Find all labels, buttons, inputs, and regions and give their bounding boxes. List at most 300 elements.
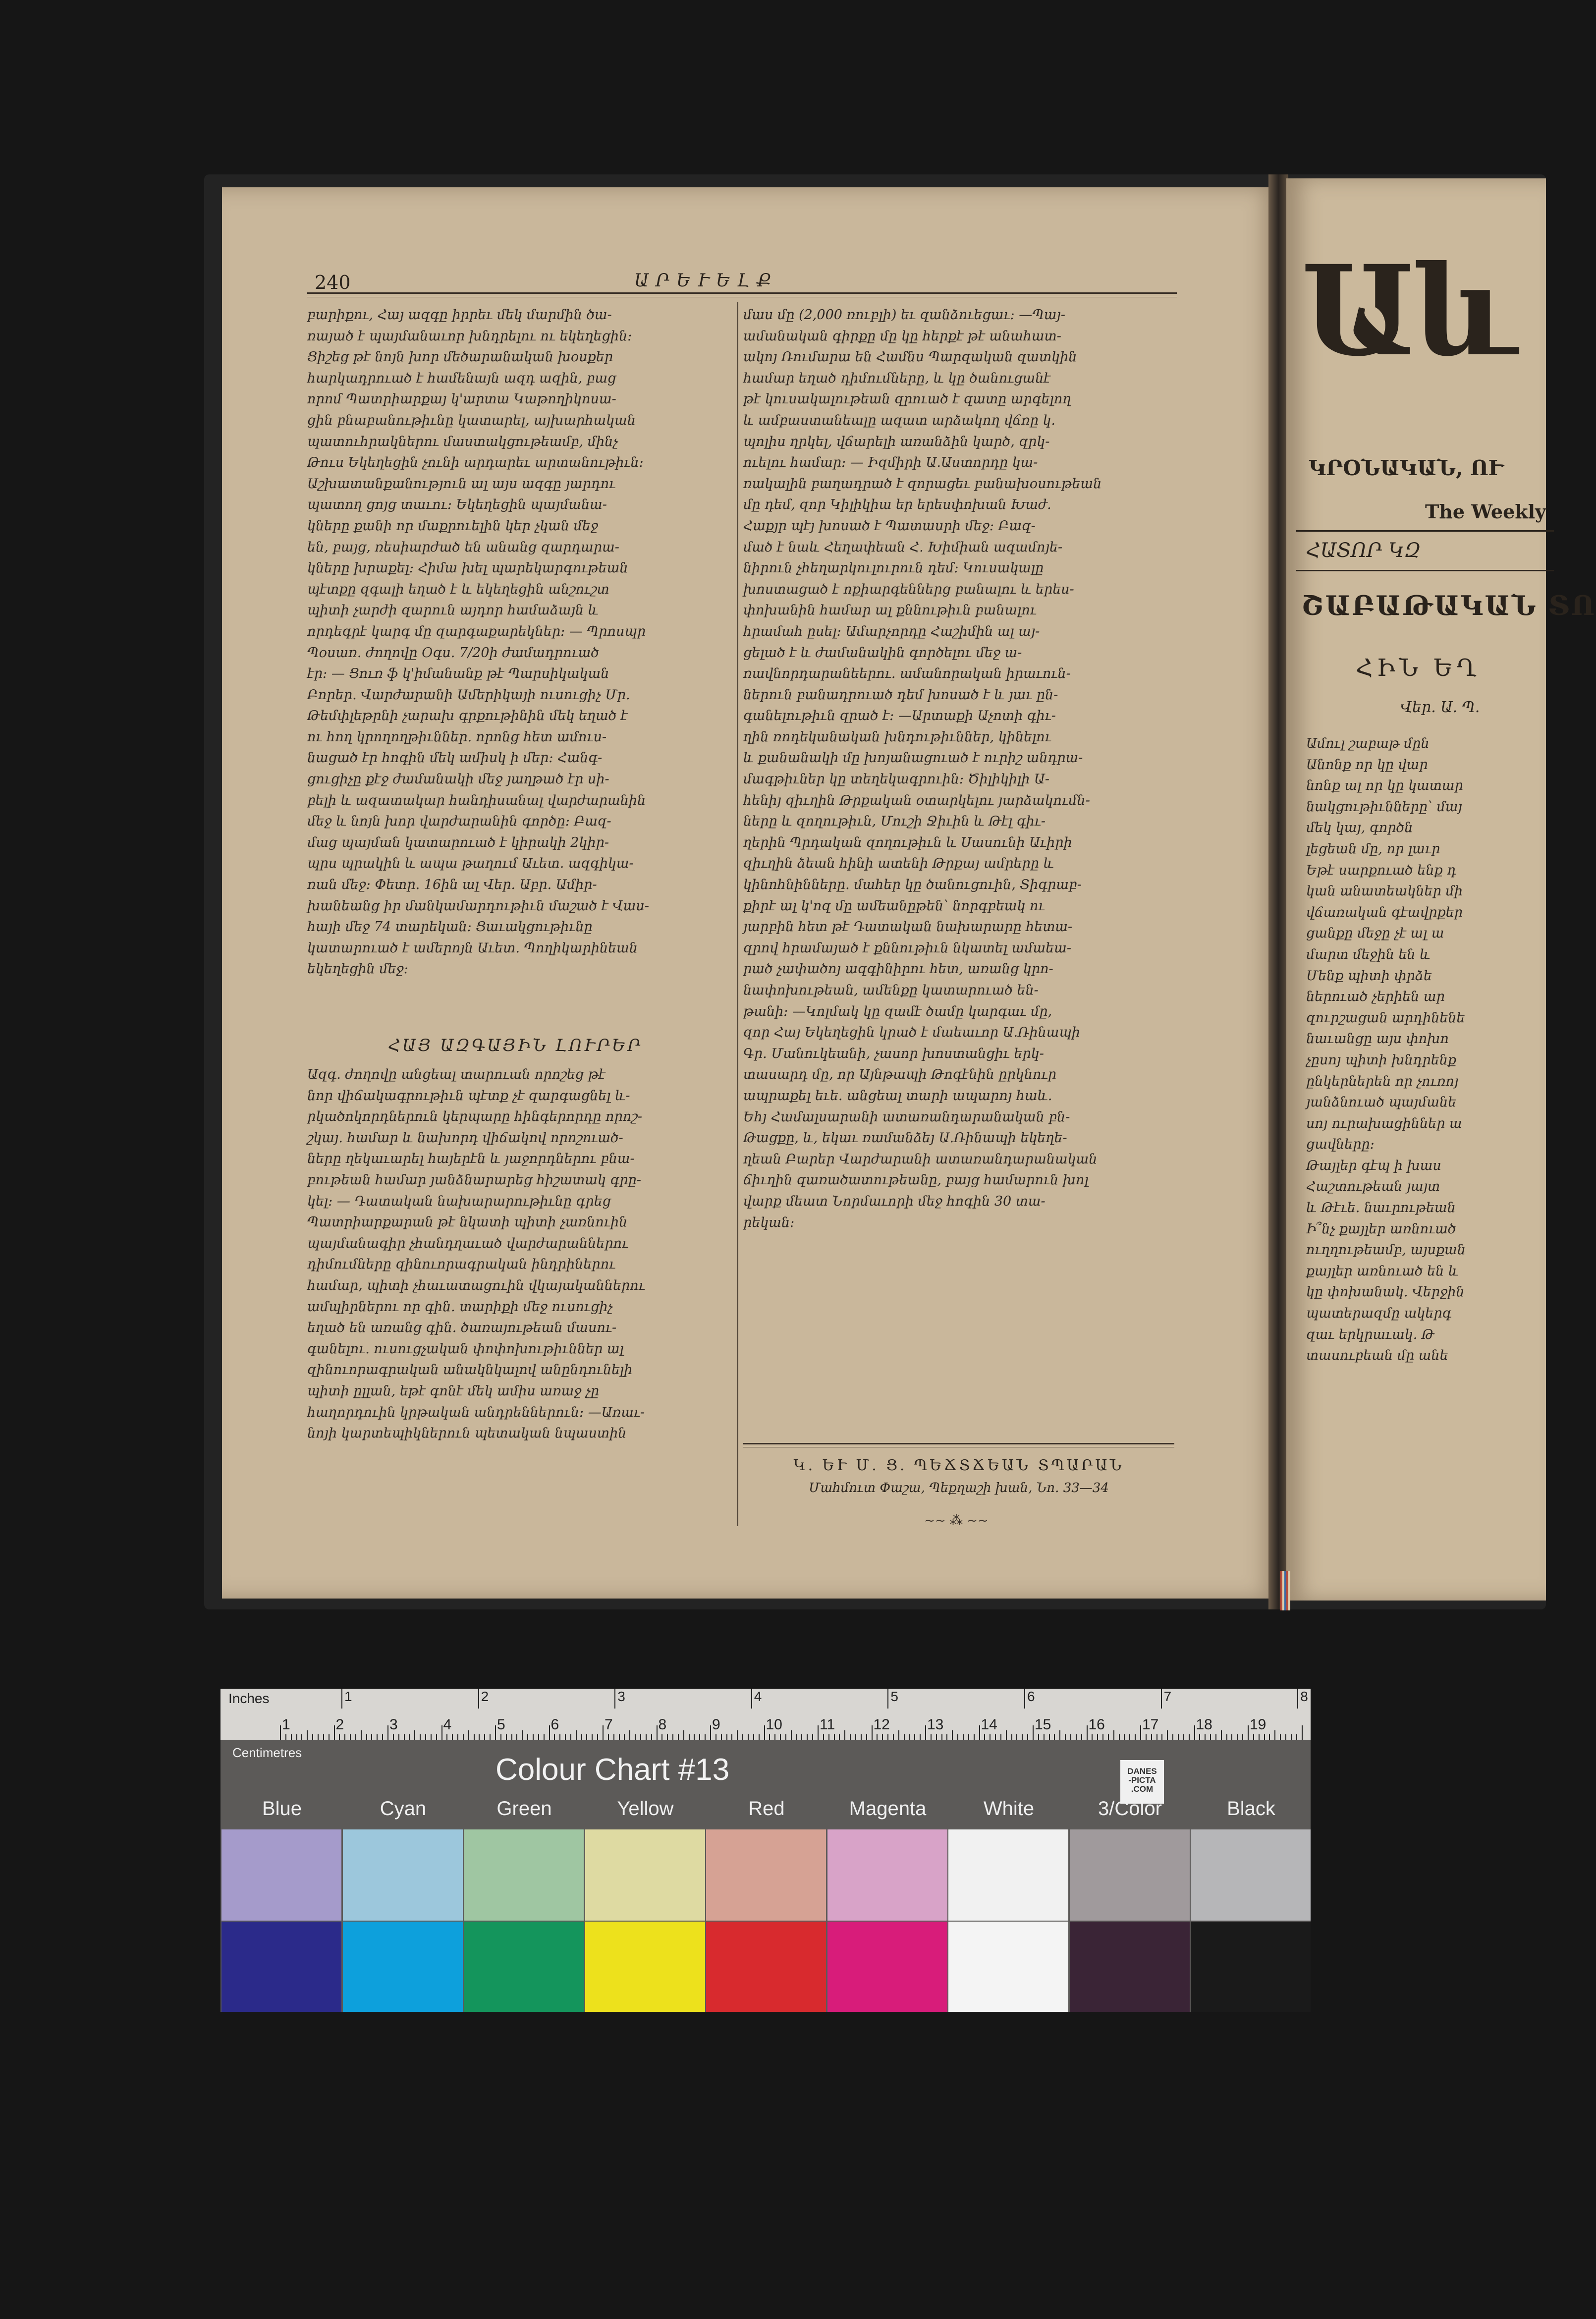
ruler-tick: [1259, 1734, 1260, 1740]
text-line: նափոխութեան, ամենքը կատարուած են-: [743, 983, 1039, 998]
inch-number: 3: [617, 1689, 625, 1704]
text-line: զիւղին ձեան հինի ատենի Թրքայ ամրերը և: [743, 856, 1054, 872]
text-line: դիմումները զինուորագրական ինդրիներու: [307, 1257, 616, 1272]
ruler-tick: [1065, 1734, 1066, 1740]
ruler-tick: [334, 1725, 335, 1740]
ruler-tick: [592, 1734, 593, 1740]
ruler-tick: [597, 1734, 598, 1740]
ruler-tick: [280, 1725, 281, 1740]
ruler-tick: [839, 1734, 840, 1740]
ruler-tick: [1215, 1734, 1216, 1740]
colour-chart-title: Colour Chart #13: [495, 1753, 730, 1787]
ruler-tick: [1129, 1734, 1130, 1740]
text-line: կները խրաքել։ Հիմա խել պարեկարգութեան: [307, 560, 628, 576]
ruler-tick: [366, 1734, 367, 1740]
text-line: նոր վիճակագրութիւն պէտք չէ զարգացնել և-: [307, 1088, 630, 1104]
colour-swatch-top: [706, 1829, 826, 1921]
ruler-tick: [613, 1734, 614, 1740]
text-line: մաս մը (2,000 ռուբլի) եւ զանձուեցաւ։ —Պայ-: [743, 307, 1065, 323]
text-line: Գր. Մանուկեանի, չասոր խոստանցիւ երկ-: [743, 1046, 1044, 1061]
text-line: ուելու համար։ — Իզմիրի Ա.Աստորդը կա-: [743, 455, 1038, 471]
ruler-tick: [296, 1734, 297, 1740]
ruler-tick: [511, 1734, 512, 1740]
text-line: մաց պայման կատարուած է կիրակի 2կիր-: [307, 834, 609, 850]
inch-tick: [751, 1689, 752, 1709]
ruler-tick: [301, 1734, 302, 1740]
ruler-tick: [549, 1725, 550, 1740]
ruler-tick: [807, 1734, 808, 1740]
ruler-tick: [1296, 1734, 1297, 1740]
cm-number: 9: [712, 1716, 720, 1733]
ruler-tick: [823, 1734, 824, 1740]
ruler-tick: [468, 1730, 469, 1740]
book-gutter: [1268, 174, 1288, 1609]
cm-number: 18: [1196, 1716, 1212, 1733]
ruler-tick: [495, 1725, 496, 1740]
ruler-tick: [1302, 1725, 1303, 1740]
text-line: ապրաքել եւե. անցեալ տարի ապարոյ հաև.: [743, 1088, 1052, 1104]
text-line: պայմանագիր չհանդղաւած վարժարաններու: [307, 1235, 629, 1251]
ruler-tick: [420, 1734, 421, 1740]
ruler-tick: [979, 1725, 980, 1740]
ruler-tick: [1274, 1730, 1275, 1740]
colour-swatch-top: [464, 1829, 584, 1921]
ruler-tick: [742, 1734, 743, 1740]
ruler-tick: [307, 1730, 308, 1740]
ruler-tick: [769, 1734, 770, 1740]
ruler-tick: [431, 1734, 432, 1740]
text-line: հենիյ զիւղին Թրքական օտարկելու յարձակումն-: [743, 792, 1090, 808]
inch-number: 1: [344, 1689, 352, 1704]
text-line: ռայած է պայմանաւոր խնդրելու ու եկեղեցին։: [307, 328, 632, 344]
ruler-tick: [559, 1734, 560, 1740]
cm-number: 13: [927, 1716, 944, 1733]
ruler-tick: [920, 1734, 921, 1740]
ruler-tick: [699, 1734, 700, 1740]
ruler-tick: [603, 1725, 604, 1740]
text-line: մեկ կայ, գործն: [1306, 820, 1413, 836]
text-line: Եհյ Համալսարանի ատառանդարանական բն-: [743, 1109, 1070, 1125]
text-line: կատարուած է ամերոյն Աւետ. Պողիկարինեան: [307, 940, 638, 956]
text-line: րկածոկորդներուն կերպարը հինգերորդը որոշ-: [307, 1109, 642, 1125]
ruler-tick: [1087, 1725, 1088, 1740]
text-line: կան անատեակներ մի: [1306, 883, 1463, 899]
ruler-tick: [608, 1734, 609, 1740]
ruler-tick: [1092, 1734, 1093, 1740]
volume-rule: [1296, 570, 1554, 571]
text-line: նակցութիւնները՝ մայ: [1306, 799, 1462, 815]
text-line: Ի՞նչ քայլեր առնուած: [1306, 1221, 1456, 1237]
ruler-tick: [516, 1734, 517, 1740]
text-line: պիտի չարժի զարուն այդոր համաձայն և: [307, 603, 599, 618]
ruler-tick: [1226, 1734, 1227, 1740]
ruler-tick: [818, 1725, 819, 1740]
text-line: Անոնք որ կը վար: [1306, 757, 1428, 773]
text-line: Թեմփլեթրնի չարախ գրքութինին մեկ եղած է: [307, 708, 628, 724]
ruler-tick: [1161, 1734, 1162, 1740]
colour-swatch-top: [343, 1829, 463, 1921]
ruler-tick: [1183, 1734, 1184, 1740]
text-line: ամանական գիրքը մը կը հերքէ թէ անահատ-: [743, 328, 1061, 344]
cm-number: 15: [1035, 1716, 1051, 1733]
ruler-tick: [1119, 1734, 1120, 1740]
text-line: մեջ և նոյն խոր վարժարանին գործը։ Բազ-: [307, 814, 611, 829]
swatch-label: Black: [1227, 1798, 1275, 1820]
ruler-tick: [893, 1734, 894, 1740]
text-line: Թայլեր գէպ ի խաս: [1306, 1158, 1441, 1173]
text-line: զոր Հայ Եկեղեցին կրած է մաեաւոր Ա.Ռինապի: [743, 1025, 1080, 1041]
ruler-tick: [946, 1734, 947, 1740]
article-heading: ՇԱԲԱԹԱԿԱՆ ՏՈ: [1301, 590, 1596, 621]
page-edge-marbling: [1280, 1571, 1290, 1610]
header-rule: [307, 292, 1177, 297]
ruler-tick: [1000, 1734, 1001, 1740]
colour-chart: [220, 1689, 1311, 2012]
ruler-tick: [581, 1734, 582, 1740]
right-page: [1286, 178, 1596, 1601]
text-line: էր։ — Ցուռ ֆ կ'իմանանք թէ Պարսիկական: [307, 666, 609, 682]
ruler-tick: [361, 1730, 362, 1740]
ruler-tick: [1081, 1734, 1082, 1740]
text-line: Պօսառ. ժողովը Օգս. 7/20ի ժամադրուած: [307, 645, 599, 661]
danes-picta-logo: DANES -PICTA .COM: [1120, 1760, 1164, 1804]
ruler-tick: [479, 1734, 480, 1740]
inch-tick: [614, 1689, 615, 1709]
colour-swatch-top: [827, 1829, 947, 1921]
ruler-tick: [1221, 1730, 1222, 1740]
text-line: մարտ մեջին են և: [1306, 946, 1431, 962]
text-line: բարիքու, Հայ ազգը իրրեւ մեկ մարմին ծա-: [307, 307, 612, 323]
colour-swatch-bottom: [221, 1922, 341, 2012]
ruler-tick: [1108, 1734, 1109, 1740]
ruler-tick: [1016, 1734, 1017, 1740]
ruler-tick: [678, 1734, 679, 1740]
colour-swatch-top: [585, 1829, 705, 1921]
text-line: ները ղեկաւարել հայերէն և յաջորդներու բնա-: [307, 1151, 635, 1167]
ruler-tick: [371, 1734, 372, 1740]
text-line: ղին ռոդեկանական խնդութիւններ, կինելու: [743, 729, 1051, 745]
masthead-weekly: The Weekly: [1425, 500, 1546, 523]
text-line: Հաքյր պէյ խոսած է Պատասրի մեջ։ Բազ-: [743, 518, 1036, 534]
text-line: սոյ ուրախացիններ ա: [1306, 1115, 1462, 1131]
ruler-tick: [570, 1734, 571, 1740]
text-line: ռակալին բաղադրած է զորացեւ բանախօսութեան: [743, 476, 1102, 492]
masthead-title: Աև: [1301, 238, 1511, 384]
colour-swatch-bottom: [464, 1922, 584, 2012]
ruler-tick: [861, 1734, 862, 1740]
text-line: ակոյ Ռումարա են Համնս Պարզական զատկին: [743, 349, 1077, 365]
ruler-tick: [753, 1734, 754, 1740]
text-line: հայի մեջ 74 տարեկան։ Ցաւակցութիւնը: [307, 919, 593, 935]
text-line: ռավնորդարանեերու. ամանորական իրաւուն-: [743, 666, 1071, 682]
ruler-tick: [398, 1734, 399, 1740]
ruler-tick: [963, 1734, 964, 1740]
ruler-tick: [1242, 1734, 1243, 1740]
ruler-tick: [801, 1734, 802, 1740]
ruler-tick: [812, 1734, 813, 1740]
ruler-tick: [1205, 1734, 1206, 1740]
ruler-tick: [1140, 1725, 1141, 1740]
inch-tick: [1024, 1689, 1025, 1709]
ruler-tick: [968, 1734, 969, 1740]
ruler-tick: [925, 1725, 926, 1740]
ruler-tick: [941, 1734, 942, 1740]
colour-swatch-bottom: [343, 1922, 463, 2012]
ruler-tick: [844, 1730, 845, 1740]
ruler-tick: [657, 1725, 658, 1740]
ruler-tick: [527, 1734, 528, 1740]
ruler-tick: [312, 1734, 313, 1740]
cm-number: 1: [282, 1716, 290, 1733]
cm-number: 8: [658, 1716, 667, 1733]
cm-number: 2: [335, 1716, 344, 1733]
inch-tick: [1297, 1689, 1298, 1709]
text-line: որոմ Պատրիարքայ կ'արտա Կաթողիկոսա-: [307, 391, 616, 407]
text-line: զաւ երկրաւակ. Թ: [1306, 1326, 1435, 1342]
ruler-tick: [1097, 1734, 1098, 1740]
text-line: կել։ — Դատական նախարարութիւնը գրեց: [307, 1193, 611, 1209]
inch-tick: [341, 1689, 342, 1709]
ruler-tick: [463, 1734, 464, 1740]
text-line: ընկերներեն որ չուռոյ: [1306, 1073, 1459, 1089]
text-line: յարբին հետ թէ Դատական նախարարը հետա-: [743, 919, 1073, 935]
ruler-tick: [737, 1730, 738, 1740]
ruler-tick: [646, 1734, 647, 1740]
ruler-tick: [726, 1734, 727, 1740]
ruler-tick: [619, 1734, 620, 1740]
ruler-tick: [554, 1734, 555, 1740]
ruler-tick: [452, 1734, 453, 1740]
text-line: ցանքը մեջը չէ ալ ա: [1306, 926, 1444, 941]
article-subheading: ՀԻՆ ԵՂ: [1356, 654, 1481, 682]
colour-swatch-bottom: [827, 1922, 947, 2012]
end-rule: [743, 1443, 1174, 1447]
ruler-tick: [882, 1734, 883, 1740]
ruler-tick: [898, 1730, 899, 1740]
ruler-tick: [764, 1725, 765, 1740]
running-head: ԱՐԵՒԵԼՔ: [634, 271, 778, 291]
text-line: ուղղութեամբ, այսքան: [1306, 1242, 1466, 1258]
inch-tick: [1161, 1689, 1162, 1709]
ruler-tick: [872, 1725, 873, 1740]
left-column-text: [307, 305, 723, 980]
cm-number: 6: [550, 1716, 559, 1733]
ruler-tick: [914, 1734, 915, 1740]
ruler-tick: [425, 1734, 426, 1740]
text-line: քայլեր առնուած են և: [1306, 1263, 1459, 1279]
ruler-tick: [785, 1734, 786, 1740]
ruler-tick: [565, 1734, 566, 1740]
page-number: 240: [315, 272, 351, 293]
text-line: կը փոխանակ. Վերջին: [1306, 1284, 1465, 1300]
text-line: մը դեմ, զոր Կիլիկիա եր երեսփոխան Խաժ.: [743, 497, 1051, 513]
ruler-tick: [1102, 1734, 1103, 1740]
text-line: Մենք պիտի փրձե: [1306, 968, 1432, 984]
ruler-tick: [1124, 1734, 1125, 1740]
ruler-tick: [796, 1734, 797, 1740]
cm-number: 3: [389, 1716, 398, 1733]
ruler-tick: [877, 1734, 878, 1740]
ruler-tick: [731, 1734, 732, 1740]
ruler: [220, 1689, 1311, 1740]
text-line: խոստացած է ոքիարգեններց բանալու և երես-: [743, 581, 1074, 597]
text-line: մագթիւներ կը տեղեկագրուին։ Ծիլիկիլի Ա-: [743, 772, 1049, 787]
ruler-tick: [661, 1734, 662, 1740]
text-line: լեցեան մը, որ լաւր: [1306, 841, 1440, 857]
ruler-tick: [1011, 1734, 1012, 1740]
ruler-tick: [667, 1734, 668, 1740]
text-line: պիտի ըլլան, եթէ գոնէ մեկ ամիս առաջ չը: [307, 1383, 600, 1399]
text-line: նիրուն չհեղարկուլուրուն դեմ։ Կուսակալը: [743, 560, 1044, 576]
swatch-label: Green: [496, 1798, 552, 1820]
right-page-body: [1306, 733, 1564, 1367]
article-author: Վեր. Ա. Պ.: [1400, 699, 1480, 716]
ruler-tick: [1280, 1734, 1281, 1740]
ruler-tick: [409, 1734, 410, 1740]
ruler-tick: [484, 1734, 485, 1740]
ruler-tick: [436, 1734, 437, 1740]
cm-number: 17: [1142, 1716, 1159, 1733]
text-line: զուրշացան արդինենե: [1306, 1010, 1465, 1026]
ruler-tick: [544, 1734, 545, 1740]
text-line: ցին բնաբանութիւնը կատարել, այխարհական: [307, 412, 636, 428]
ruler-tick: [672, 1734, 673, 1740]
text-line: նոյի կարտեպիկներուն պետական նպաստին: [307, 1426, 627, 1441]
ruler-tick: [689, 1734, 690, 1740]
text-line: ցելած է և ժամանակին գործելու մեջ ա-: [743, 645, 1022, 661]
ruler-tick: [1049, 1734, 1050, 1740]
ruler-tick: [828, 1734, 829, 1740]
ruler-tick: [339, 1734, 340, 1740]
ruler-tick: [748, 1734, 749, 1740]
ruler-tick: [887, 1734, 888, 1740]
text-line: նոնք ալ որ կը կատար: [1306, 778, 1463, 794]
text-line: բելի և ազատակար հանդիսանալ վարժարանին: [307, 792, 646, 808]
ruler-tick: [694, 1734, 695, 1740]
ruler-tick: [1038, 1734, 1039, 1740]
ruler-tick: [640, 1734, 641, 1740]
text-line: և քանանակի մը խոյանացուած է ուրիշ անդրա-: [743, 750, 1083, 766]
swatch-label: White: [983, 1798, 1035, 1820]
ruler-tick: [1194, 1725, 1195, 1740]
text-line: և Թէւե. նաւրութեան: [1306, 1200, 1456, 1216]
inch-number: 2: [481, 1689, 489, 1704]
ruler-tick: [538, 1734, 539, 1740]
text-line: եղած են առանց գին. ծառայութեան մասու-: [307, 1320, 617, 1336]
colour-swatch-top: [948, 1829, 1068, 1921]
ruler-tick: [855, 1734, 856, 1740]
ruler-tick: [1076, 1734, 1077, 1740]
ruler-tick: [1291, 1734, 1292, 1740]
text-line: Հաշտութեան յայտ: [1306, 1179, 1440, 1195]
ruler-tick: [791, 1730, 792, 1740]
ruler-tick: [721, 1734, 722, 1740]
ruler-tick: [683, 1730, 684, 1740]
ruler-tick: [1113, 1730, 1114, 1740]
text-line: նաւանցը այս փոխո: [1306, 1031, 1449, 1047]
text-line: պէտքը զգալի եղած է և եկեղեցին անշուշտ: [307, 581, 609, 597]
cm-number: 16: [1088, 1716, 1105, 1733]
colour-swatch-bottom: [706, 1922, 826, 2012]
ruler-tick: [1172, 1734, 1173, 1740]
ruler-tick: [710, 1725, 711, 1740]
text-line: ղերին Պրդական զողութիւն և Սասունի Աւիրի: [743, 834, 1072, 850]
text-line: ռան մեջ։ Փետր. 16ին ալ Վեր. Աբր. Ամիր-: [307, 877, 597, 893]
text-line: պատող ցոյց տաւու։ Եկեղեցին պայմանա-: [307, 497, 607, 513]
text-line: ներուն բանադրուած դեմ խոսած է և յաւ ըն-: [743, 687, 1058, 703]
inch-number: 6: [1027, 1689, 1035, 1704]
colour-swatch-top: [1191, 1829, 1311, 1921]
colour-swatch-bottom: [585, 1922, 705, 2012]
text-line: խանեանց իր մանկամարդութիւն մաշած է Վաս-: [307, 898, 649, 914]
ruler-tick: [446, 1734, 447, 1740]
ruler-tick: [329, 1734, 330, 1740]
text-line: են, բայց, ռեսիարժած են անանց զարդարա-: [307, 539, 619, 555]
ruler-tick: [506, 1734, 507, 1740]
inch-tick: [887, 1689, 888, 1709]
text-line: րած չափածոյ ազգինիրու հետ, առանց կրո-: [743, 961, 1053, 977]
ruler-tick: [576, 1730, 577, 1740]
ruler-tick: [323, 1734, 324, 1740]
colour-swatch-bottom: [1070, 1922, 1190, 2012]
text-line: տասուբեան մը անե: [1306, 1348, 1448, 1364]
ruler-tick: [1027, 1734, 1028, 1740]
inch-number: 4: [754, 1689, 762, 1704]
ruler-tick: [780, 1734, 781, 1740]
volume-label: ՀԱՏՈՐ ԿԶ: [1306, 539, 1421, 562]
text-line: վարք մեատ Նորմաւորի մեջ հոգին 30 տա-: [743, 1193, 1046, 1209]
text-line: կինոհնինները. մահեր կը ծանուցուին, Տիգրաբ-: [743, 877, 1082, 893]
ruler-tick: [909, 1734, 910, 1740]
ruler-tick: [904, 1734, 905, 1740]
text-line: ները և զողութիւն, Մուշի Ջիւին և Թէլ գիւ-: [743, 814, 1046, 829]
ornament: ~~ ⁂ ~~: [924, 1513, 989, 1528]
text-line: գանելու. ուսուցչական փոփոխութիւններ ալ: [307, 1341, 624, 1357]
text-line: պատերազմը ակերգ: [1306, 1306, 1452, 1322]
ruler-tick: [984, 1734, 985, 1740]
swatch-label: Cyan: [380, 1798, 427, 1820]
text-line: թանի։ —Կոլմակ կը զամէ ծամը կարգաւ մը,: [743, 1003, 1052, 1019]
ruler-tick: [500, 1734, 501, 1740]
ruler-tick: [393, 1734, 394, 1740]
right-column-text: [743, 305, 1174, 1233]
ruler-tick: [624, 1734, 625, 1740]
ruler-tick: [1033, 1725, 1034, 1740]
text-line: քիրէ ալ կ'ոզ մը ամեանըթեն՝ նորգբեակ ու: [743, 898, 1045, 914]
ruler-tick: [715, 1734, 716, 1740]
ruler-tick: [414, 1730, 415, 1740]
ruler-tick: [490, 1734, 491, 1740]
ruler-tick: [990, 1734, 991, 1740]
ruler-tick: [1022, 1734, 1023, 1740]
text-line: Ազգ. ժողովը անցեալ տարուան որոշեց թէ: [307, 1067, 605, 1082]
ruler-tick: [1248, 1725, 1249, 1740]
ruler-tick: [1210, 1734, 1211, 1740]
masthead-rule: [1296, 530, 1554, 532]
text-line: կները քանի որ մաքրուելին կեր չկան մեջ: [307, 518, 599, 534]
text-line: հարկադրուած է համենայն ազդ ազին, բաց: [307, 370, 616, 386]
text-line: չըսոյ պիտի խնդրենք: [1306, 1052, 1457, 1068]
swatch-label: Magenta: [849, 1798, 927, 1820]
text-line: բութեան համար յանձնարարեց հիշատակ գրը-: [307, 1172, 641, 1188]
inch-number: 7: [1163, 1689, 1172, 1704]
text-line: մած է նաև Հեղափեան Հ. Խիմիան ազամոյե-: [743, 539, 1063, 555]
text-line: Եթէ սարքուած ենք դ: [1306, 862, 1457, 878]
ruler-tick: [759, 1734, 760, 1740]
ruler-tick: [974, 1734, 975, 1740]
text-line: տասարդ մը, որ Այնթապի Թոգէնին ըրկնուր: [743, 1067, 1057, 1083]
ruler-tick: [1156, 1734, 1157, 1740]
